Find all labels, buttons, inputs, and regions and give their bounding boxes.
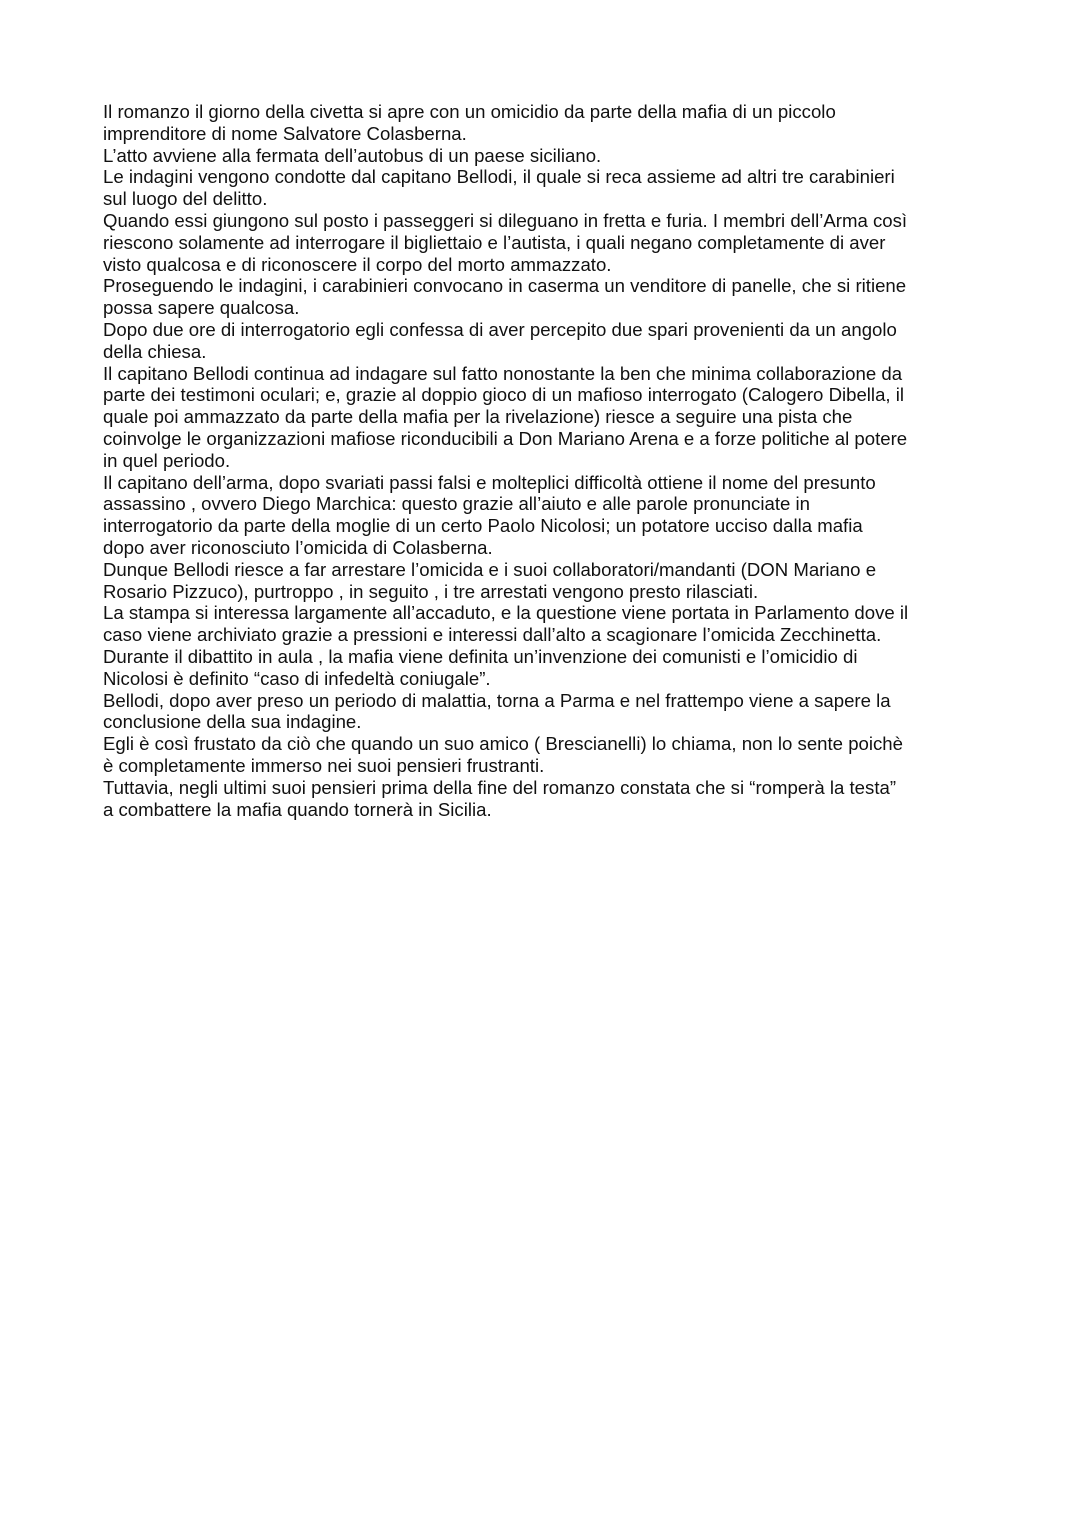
text-line: Il romanzo il giorno della civetta si apre con un omicidio da parte della mafia di un piccolo [103,101,836,122]
text-line: imprenditore di nome Salvatore Colasberna. [103,122,467,144]
text-line: è completamente immerso nei suoi pensieri frustranti. [103,754,545,776]
text-line: Rosario Pizzuco), purtroppo , in seguito , i tre arrestati vengono presto rilasciati. [103,580,759,602]
text-line: a combattere la mafia quando tornerà in Sicilia. [103,798,492,820]
text-line: visto qualcosa e di riconoscere il corpo del morto ammazzato. [103,253,612,275]
text-line: conclusione della sua indagine. [103,711,362,733]
text-line: Egli è così frustato da ciò che quando un suo amico ( Brescianelli) lo chiama, non lo sente poichè [103,733,903,755]
text-line: in quel periodo. [103,449,231,471]
text-line: della chiesa. [103,340,207,362]
text-line: Tuttavia, negli ultimi suoi pensieri prima della fine del romanzo constata che si “romperà la testa” [103,776,897,798]
text-line: dopo aver riconosciuto l’omicida di Colasberna. [103,536,493,558]
text-line: Dunque Bellodi riesce a far arrestare l’omicida e i suoi collaboratori/mandanti (DON Mariano e [103,558,877,580]
text-line: sul luogo del delitto. [103,188,268,210]
text-line: quale poi ammazzato da parte della mafia per la rivelazione) riesce a seguire una pista che [103,406,853,428]
text-line: Durante il dibattito in aula , la mafia viene definita un’invenzione dei comunisti e l’omicidio di [103,645,858,667]
text-line: assassino , ovvero Diego Marchica: questo grazie all’aiuto e alle parole pronunciate in [103,493,810,515]
text-line: L’atto avviene alla fermata dell’autobus di un paese siciliano. [103,144,602,166]
text-line: Proseguendo le indagini, i carabinieri convocano in caserma un venditore di panelle, che si ritiene [103,275,907,297]
text-line: riescono solamente ad interrogare il bigliettaio e l’autista, i quali negano completamente di aver [103,231,886,253]
document-body [103,101,983,820]
text-line: Le indagini vengono condotte dal capitano Bellodi, il quale si reca assieme ad altri tre carabinieri [103,166,895,188]
text-line: Dopo due ore di interrogatorio egli confessa di aver percepito due spari provenienti da un angolo [103,318,897,340]
text-line: Il capitano Bellodi continua ad indagare sul fatto nonostante la ben che minima collaborazione da [103,362,903,384]
text-line: coinvolge le organizzazioni mafiose riconducibili a Don Mariano Arena e a forze politiche al potere [103,427,908,449]
text-line: caso viene archiviato grazie a pressioni e interessi dall’alto a scagionare l’omicida Zecchinetta. [103,624,882,646]
text-line: Il capitano dell’arma, dopo svariati passi falsi e molteplici difficoltà ottiene il nome del presunto [103,471,876,493]
text-line: Quando essi giungono sul posto i passeggeri si dileguano in fretta e furia. I membri dell’Arma così [103,209,908,231]
text-line: La stampa si interessa largamente all’accaduto, e la questione viene portata in Parlamento dove il [103,602,909,624]
text-line: parte dei testimoni oculari; e, grazie al doppio gioco di un mafioso interrogato (Calogero Dibella, il [103,384,905,406]
text-line: Bellodi, dopo aver preso un periodo di malattia, torna a Parma e nel frattempo viene a sapere la [103,689,891,711]
text-line: Nicolosi è definito “caso di infedeltà coniugale”. [103,667,491,689]
text-line: interrogatorio da parte della moglie di un certo Paolo Nicolosi; un potatore ucciso dalla mafia [103,515,863,537]
text-line: possa sapere qualcosa. [103,297,300,319]
